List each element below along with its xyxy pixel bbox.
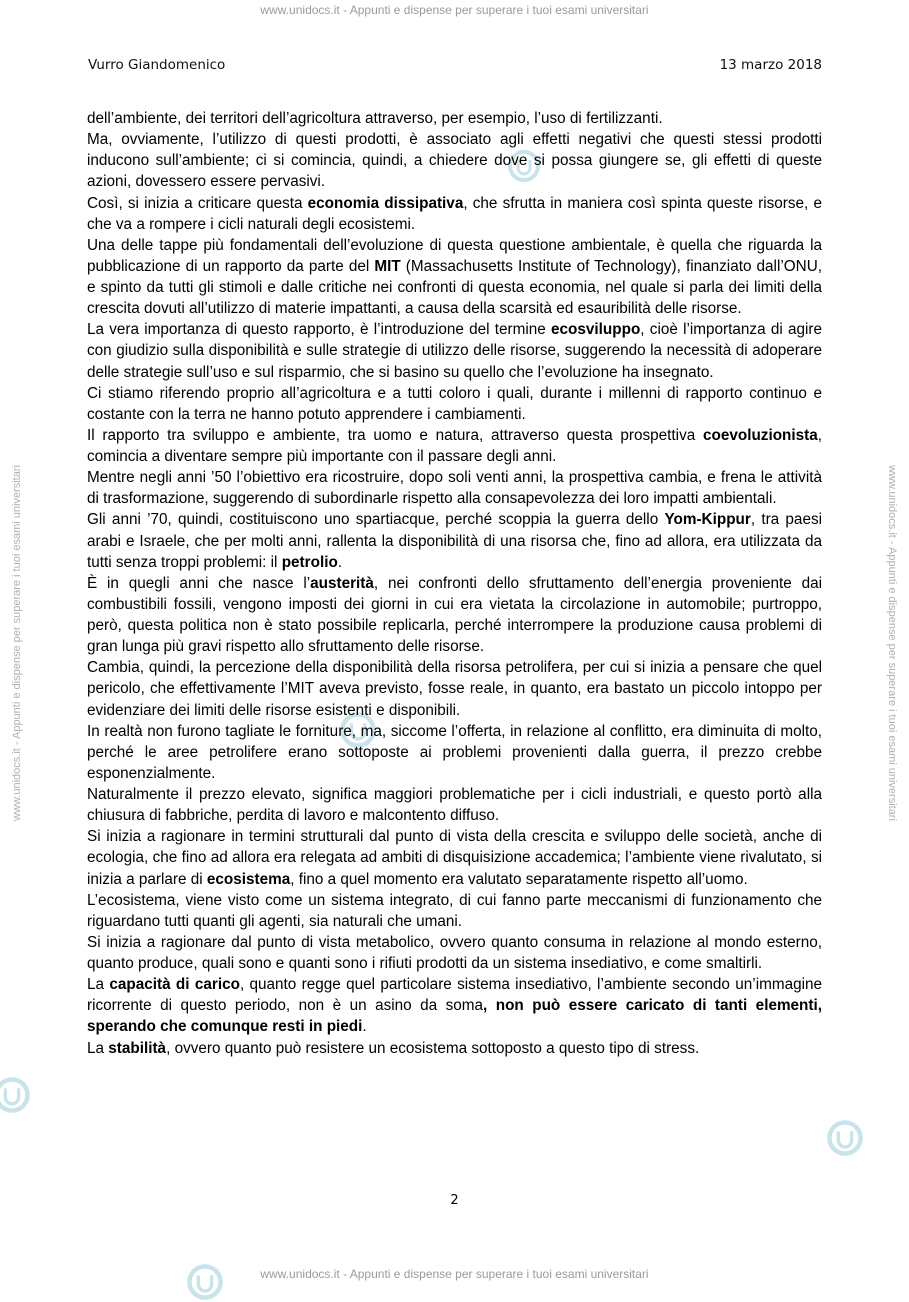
bold-term: capacità di carico [109, 976, 240, 994]
paragraph [87, 974, 822, 1037]
paragraph [87, 890, 822, 932]
bold-term: economia dissipativa [307, 194, 464, 212]
text-run: Il rapporto tra sviluppo e ambiente, tra uomo e natura, attraverso questa prospettiva [87, 426, 703, 444]
text-run: La vera importanza di questo rapporto, è l’introduzione del termine [87, 321, 552, 339]
page-number: 2 [450, 1193, 459, 1208]
text-run: , cioè l’importanza di agire con giudizio sulla disponibilità e sulle strategie di utilizzo delle risorse, suggerendo la necessità di adoperare delle strategie sull’uso e sul risparmio, che si basino su quello che l’evoluzione ha insegnato. [87, 321, 822, 381]
text-run: Così, si inizia a criticare questa [87, 194, 308, 212]
text-run: Mentre negli anni ’50 l’obiettivo era ricostruire, dopo soli venti anni, la prospettiva cambia, e frena le attività di trasformazione, suggerendo di subordinarle rispetto alla consapevolezza dei loro impatti ambientali. [87, 469, 822, 508]
bold-term: Yom-Kippur [664, 511, 751, 529]
paragraph [87, 721, 822, 784]
paragraph [87, 129, 822, 192]
unidocs-logo-icon [185, 1262, 225, 1302]
text-run: Si inizia a ragionare dal punto di vista metabolico, ovvero quanto consuma in relazione al mondo esterno, quanto produce, quali sono e quanti sono i rifiuti prodotti da un sistema insediativo, e come smaltirli. [87, 933, 822, 972]
text-run: Cambia, quindi, la percezione della disponibilità della risorsa petrolifera, per cui si inizia a pensare che quel pericolo, che effettivamente l’MIT aveva previsto, fosse reale, in quanto, era bastato un piccolo intoppo per evidenziare dei limiti delle risorse esistenti e disponibili. [87, 659, 822, 719]
document-date: 13 marzo 2018 [719, 57, 822, 73]
text-run: Naturalmente il prezzo elevato, significa maggiori problematiche per i cicli industriali, e questo portò alla chiusura di fabbriche, perdita di lavoro e malcontento diffuso. [87, 786, 822, 825]
text-run: Gli anni ’70, quindi, costituiscono uno spartiacque, perché scoppia la guerra dello [87, 511, 665, 529]
text-run: , che sfrutta in maniera così spinta queste risorse, e che va a rompere i cicli naturali degli ecosistemi. [87, 194, 822, 233]
watermark-right: www.unidocs.it - Appunti e dispense per superare i tuoi esami universitari [886, 465, 898, 821]
paragraph [87, 657, 822, 720]
text-run: È in quegli anni che nasce l’ [87, 574, 311, 592]
text-run: dell’ambiente, dei territori dell’agricoltura attraverso, per esempio, l’uso di fertilizzanti. [87, 110, 663, 127]
bold-term: petrolio [281, 553, 338, 571]
paragraph [87, 467, 822, 509]
text-run: La [87, 1039, 109, 1057]
unidocs-logo-icon [825, 1118, 865, 1158]
paragraph [87, 1038, 822, 1059]
text-run: Si inizia a ragionare in termini strutturali dal punto di vista della crescita e sviluppo delle società, anche di ecologia, che fino ad allora era relegata ad ambiti di disquisizione accademica; l’ambiente viene rivalutato, si inizia a parlare di [87, 828, 822, 888]
paragraph [87, 425, 822, 467]
text-run: , quanto regge quel particolare sistema insediativo, l’ambiente secondo un’immagine ricorrente di questo periodo, non è un asino da soma [87, 976, 823, 1015]
text-run: Ci stiamo riferendo proprio all’agricoltura e a tutti coloro i quali, durante i millenni di rapporto continuo e costante con la terra ne hanno potuto apprendere i cambiamenti. [87, 384, 822, 423]
text-run: (Massachusetts Institute of Technology), finanziato dall’ONU, e spinto da tutti gli stimoli e dalle critiche nei confronti di questa economia, nel quale si parla dei limiti della crescita dovuti all’utilizzo di materie impattanti, a causa della scarsità ed esauribilità delle risorse. [87, 257, 822, 318]
paragraph [87, 108, 822, 129]
watermark-top: www.unidocs.it - Appunti e dispense per superare i tuoi esami universitari [260, 3, 649, 17]
paragraph [87, 383, 822, 425]
paragraph [87, 826, 822, 889]
bold-term: coevoluzionista [703, 426, 818, 444]
text-run: La [87, 976, 110, 994]
author-name: Vurro Giandomenico [88, 57, 226, 73]
text-run: , fino a quel momento era valutato separatamente rispetto all’uomo. [290, 870, 748, 888]
paragraph [87, 509, 822, 572]
paragraph [87, 319, 822, 382]
text-run: , nei confronti dello sfruttamento dell’energia proveniente dai combustibili fossili, vengono imposti dei giorni in cui era vietata la circolazione in automobile; purtroppo, però, questa politica non è stato possibile replicarla, perché interrompere la produzione causa problemi di gran lunga più gravi rispetto allo sfruttamento delle risorse. [87, 574, 822, 656]
paragraph [87, 573, 822, 658]
bold-term: ecosistema [206, 870, 291, 888]
bold-term: stabilità [108, 1039, 167, 1057]
text-run: , ovvero quanto può resistere un ecosistema sottoposto a questo tipo di stress. [166, 1039, 700, 1057]
watermark-bottom: www.unidocs.it - Appunti e dispense per superare i tuoi esami universitari [260, 1267, 649, 1281]
paragraph [87, 235, 822, 320]
text-run: . [362, 1018, 367, 1036]
bold-term: ecosviluppo [551, 321, 641, 339]
unidocs-logo-icon [0, 1075, 32, 1115]
paragraph [87, 784, 822, 826]
bold-term: , non può essere caricato di tanti elementi, sperando che comunque resti in piedi [87, 997, 822, 1036]
text-run: In realtà non furono tagliate le forniture, ma, siccome l’offerta, in relazione al conflitto, era diminuita di molto, perché le aree petrolifere erano sottoposte ai problemi provenienti dalla guerra, il prezzo crebbe esponenzialmente. [87, 722, 822, 782]
text-run: Ma, ovviamente, l’utilizzo di questi prodotti, è associato agli effetti negativi che questi stessi prodotti inducono sull’ambiente; ci si comincia, quindi, a chiedere dove si possa giungere se, gli effetti di queste azioni, dovessero essere pervasivi. [87, 131, 822, 191]
paragraph [87, 932, 822, 974]
text-run: Una delle tappe più fondamentali dell’evoluzione di questa questione ambientale, è quella che riguarda la pubblicazione di un rapporto da parte del [87, 236, 822, 275]
bold-term: austerità [310, 574, 374, 592]
page-header [88, 57, 822, 77]
paragraph [87, 193, 822, 235]
text-run: , tra paesi arabi e Israele, che per molti anni, rallenta la disponibilità di una risorsa che, fino ad allora, era utilizzata da tutti senza troppi problemi: il [87, 511, 822, 571]
bold-term: MIT [374, 257, 401, 275]
text-run: , comincia a diventare sempre più importante con il passare degli anni. [87, 426, 822, 465]
watermark-left: www.unidocs.it - Appunti e dispense per superare i tuoi esami universitari [11, 465, 23, 821]
text-run: L’ecosistema, viene visto come un sistema integrato, di cui fanno parte meccanismi di funzionamento che riguardano tutti quanti gli agenti, sia naturali che umani. [87, 891, 822, 930]
body-text [87, 108, 822, 1059]
text-run: . [337, 553, 343, 571]
